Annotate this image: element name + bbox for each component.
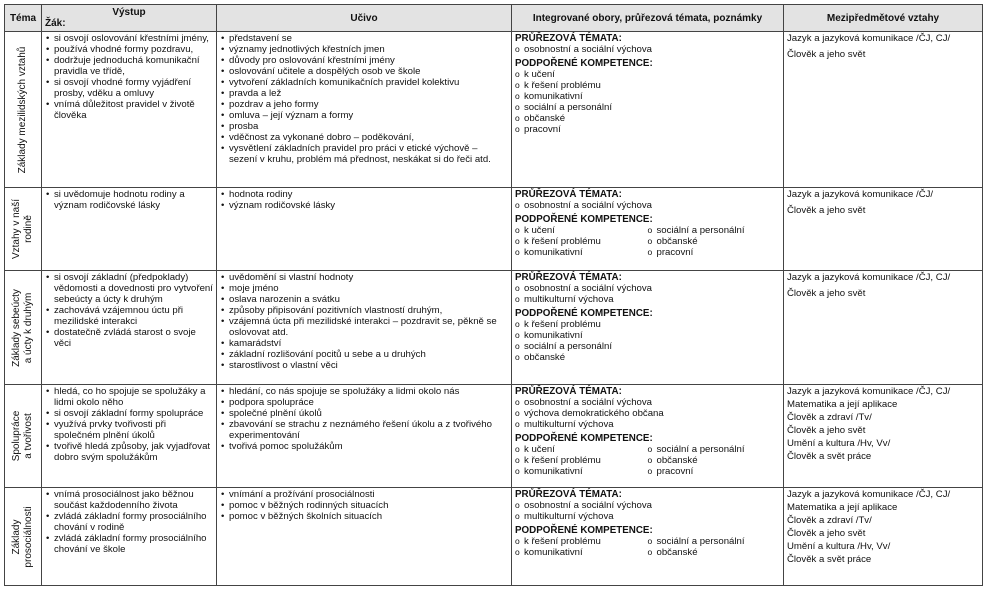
curriculum-table xyxy=(4,4,983,586)
mezi-item: Jazyk a jazyková komunikace /ČJ, CJ/ xyxy=(787,489,951,500)
ucivo-cell xyxy=(217,188,512,271)
vystup-list xyxy=(45,489,213,555)
prurezova-heading: PRŮŘEZOVÁ TÉMATA: xyxy=(515,489,622,500)
mezi-item: Člověk a zdraví /Tv/ xyxy=(787,515,872,526)
prurezova-heading: PRŮŘEZOVÁ TÉMATA: xyxy=(515,386,622,397)
mezi-item: Člověk a zdraví /Tv/ xyxy=(787,412,872,423)
mezi-cell xyxy=(784,488,983,586)
tema-cell xyxy=(5,271,42,385)
prurezova-heading: PRŮŘEZOVÁ TÉMATA: xyxy=(515,189,622,200)
vystup-cell xyxy=(42,188,217,271)
list-item: • oslovování učitele a dospělých osob ve škole xyxy=(220,66,508,77)
mezi-item: Jazyk a jazyková komunikace /ČJ/ xyxy=(787,189,934,200)
list-item: • oslava narozenin a svátku xyxy=(220,294,508,305)
mezi-item: Člověk a jeho svět xyxy=(787,425,866,436)
list-item: • si osvojí vhodné formy vyjádření prosby, vděku a omluvy xyxy=(45,77,213,99)
list-item: o občanské xyxy=(648,236,781,247)
list-item: • si uvědomuje hodnotu rodiny a význam rodičovské lásky xyxy=(45,189,213,211)
tema-line: Základy sebeúcty xyxy=(11,288,22,367)
ucivo-list xyxy=(220,386,508,452)
temata-list xyxy=(515,397,780,430)
tema-line: Základy mezilidských vztahů xyxy=(17,46,28,173)
mezi-cell xyxy=(784,385,983,488)
prurezova-heading: PRŮŘEZOVÁ TÉMATA: xyxy=(515,272,622,283)
integrovane-cell xyxy=(512,188,784,271)
tema-line: a tvořivost xyxy=(23,413,34,459)
kompetence-list xyxy=(515,225,780,258)
list-item: • používá vhodné formy pozdravu, xyxy=(45,44,213,55)
list-item: o k řešení problému xyxy=(515,455,648,466)
temata-list xyxy=(515,500,780,522)
header-ucivo: Učivo xyxy=(217,5,512,32)
list-item: • zvládá základní formy prosociálního chování v rodině xyxy=(45,511,213,533)
list-item: • zachovává vzájemnou úctu při mezilidské interakci xyxy=(45,305,213,327)
list-item: • základní rozlišování pocitů u sebe a u druhých xyxy=(220,349,508,360)
tema-label xyxy=(11,289,35,367)
header-tema: Téma xyxy=(5,5,42,32)
vystup-cell xyxy=(42,271,217,385)
vystup-cell xyxy=(42,488,217,586)
kompetence-heading: PODPOŘENÉ KOMPETENCE: xyxy=(515,525,653,536)
ucivo-cell xyxy=(217,385,512,488)
kompetence-heading: PODPOŘENÉ KOMPETENCE: xyxy=(515,58,653,69)
list-item: o sociální a personální xyxy=(648,444,781,455)
integrovane-cell xyxy=(512,385,784,488)
mezi-item: Umění a kultura /Hv, Vv/ xyxy=(787,438,891,449)
list-item: • hodnota rodiny xyxy=(220,189,508,200)
tema-cell xyxy=(5,488,42,586)
vystup-list xyxy=(45,33,213,121)
list-item: o komunikativní xyxy=(515,91,780,102)
tema-line: rodině xyxy=(23,215,34,243)
list-item: • způsoby připisování pozitivních vlastností druhým, xyxy=(220,305,508,316)
header-zak: Žák: xyxy=(45,18,66,29)
tema-label xyxy=(11,199,35,259)
list-item: o sociální a personální xyxy=(648,225,781,236)
list-item: o komunikativní xyxy=(515,466,648,477)
list-item: • dostatečně zvládá starost o svoje věci xyxy=(45,327,213,349)
kompetence-list xyxy=(515,319,780,363)
list-item: • důvody pro oslovování křestními jmény xyxy=(220,55,508,66)
list-item: • pomoc v běžných školních situacích xyxy=(220,511,508,522)
list-item: o pracovní xyxy=(648,247,781,258)
list-item: o osobnostní a sociální výchova xyxy=(515,397,780,408)
kompetence-heading: PODPOŘENÉ KOMPETENCE: xyxy=(515,308,653,319)
list-item: • tvořivě hledá způsoby, jak vyjadřovat dobro svým spolužákům xyxy=(45,441,213,463)
tema-line: Základy xyxy=(11,519,22,555)
list-item: • dodržuje jednoduchá komunikační pravidla ve třídě, xyxy=(45,55,213,77)
header-vystup xyxy=(42,5,217,32)
list-item: o komunikativní xyxy=(515,330,780,341)
table-row xyxy=(5,188,983,271)
list-item: • významy jednotlivých křestních jmen xyxy=(220,44,508,55)
list-item: • tvořivá pomoc spolužákům xyxy=(220,441,508,452)
integrovane-cell xyxy=(512,488,784,586)
list-item: o multikulturní výchova xyxy=(515,294,780,305)
list-item: • představení se xyxy=(220,33,508,44)
list-item: • kamarádství xyxy=(220,338,508,349)
tema-line: prosociálnosti xyxy=(23,505,34,568)
tema-label xyxy=(17,46,29,173)
list-item: • moje jméno xyxy=(220,283,508,294)
header-integrovane: Integrované obory, průřezová témata, poznámky xyxy=(512,5,784,32)
vystup-list xyxy=(45,189,213,211)
header-mezi: Mezipředmětové vztahy xyxy=(784,5,983,32)
header-row xyxy=(5,5,983,32)
mezi-item: Člověk a svět práce xyxy=(787,451,872,462)
tema-cell xyxy=(5,188,42,271)
list-item: o multikulturní výchova xyxy=(515,511,780,522)
list-item: • uvědomění si vlastní hodnoty xyxy=(220,272,508,283)
list-item: o sociální a personální xyxy=(648,536,781,547)
list-item: o k řešení problému xyxy=(515,536,648,547)
ucivo-list xyxy=(220,189,508,211)
mezi-item: Člověk a jeho svět xyxy=(787,288,866,299)
list-item: • vděčnost za vykonané dobro – poděkování, xyxy=(220,132,508,143)
table-row xyxy=(5,32,983,188)
mezi-cell xyxy=(784,32,983,188)
list-item: • vnímá důležitost pravidel v životě člověka xyxy=(45,99,213,121)
temata-list xyxy=(515,44,780,55)
list-item: • si osvojí základní (předpoklady) vědomosti a dovednosti pro vytvoření sebeúcty a úcty k druhým xyxy=(45,272,213,305)
list-item: • pozdrav a jeho formy xyxy=(220,99,508,110)
list-item: • význam rodičovské lásky xyxy=(220,200,508,211)
list-item: • si osvojí oslovování křestními jmény, xyxy=(45,33,213,44)
list-item: o sociální a personální xyxy=(515,341,780,352)
tema-cell xyxy=(5,385,42,488)
list-item: • hledá, co ho spojuje se spolužáky a lidmi okolo něho xyxy=(45,386,213,408)
kompetence-heading: PODPOŘENÉ KOMPETENCE: xyxy=(515,214,653,225)
ucivo-cell xyxy=(217,32,512,188)
mezi-item: Člověk a svět práce xyxy=(787,554,872,565)
list-item: • využívá prvky tvořivosti při společném plnění úkolů xyxy=(45,419,213,441)
list-item: • vzájemná úcta při mezilidské interakci – pozdravit se, pěkně se oslovovat atd. xyxy=(220,316,508,338)
list-item: o pracovní xyxy=(515,124,780,135)
list-item: o k řešení problému xyxy=(515,319,780,330)
list-item: • vnímání a prožívání prosociálnosti xyxy=(220,489,508,500)
list-item: o komunikativní xyxy=(515,247,648,258)
list-item: • zbavování se strachu z neznámého řešení úkolu a z tvořivého experimentování xyxy=(220,419,508,441)
list-item: o výchova demokratického občana xyxy=(515,408,780,419)
kompetence-list xyxy=(515,444,780,477)
list-item: • zvládá základní formy prosociálního chování ve škole xyxy=(45,533,213,555)
tema-line: Spolupráce xyxy=(11,410,22,462)
ucivo-list xyxy=(220,489,508,522)
table-row xyxy=(5,385,983,488)
list-item: • podpora spolupráce xyxy=(220,397,508,408)
mezi-item: Matematika a její aplikace xyxy=(787,502,898,513)
list-item: • hledání, co nás spojuje se spolužáky a lidmi okolo nás xyxy=(220,386,508,397)
list-item: o osobnostní a sociální výchova xyxy=(515,283,780,294)
header-vystup-title: Výstup xyxy=(112,7,146,18)
list-item: o komunikativní xyxy=(515,547,648,558)
list-item: • pravda a lež xyxy=(220,88,508,99)
list-item: • starostlivost o vlastní věci xyxy=(220,360,508,371)
kompetence-list xyxy=(515,536,780,558)
list-item: • prosba xyxy=(220,121,508,132)
table-row xyxy=(5,271,983,385)
ucivo-cell xyxy=(217,488,512,586)
list-item: o osobnostní a sociální výchova xyxy=(515,500,780,511)
prurezova-heading: PRŮŘEZOVÁ TÉMATA: xyxy=(515,33,622,44)
mezi-item: Člověk a jeho svět xyxy=(787,528,866,539)
integrovane-cell xyxy=(512,32,784,188)
mezi-item: Jazyk a jazyková komunikace /ČJ, CJ/ xyxy=(787,272,951,283)
list-item: o sociální a personální xyxy=(515,102,780,113)
curriculum-table-sheet xyxy=(4,4,982,586)
ucivo-list xyxy=(220,33,508,165)
tema-label xyxy=(11,506,35,567)
vystup-list xyxy=(45,272,213,349)
table-row xyxy=(5,488,983,586)
list-item: • vnímá prosociálnost jako běžnou součást každodenního života xyxy=(45,489,213,511)
list-item: • si osvojí základní formy spolupráce xyxy=(45,408,213,419)
mezi-item: Člověk a jeho svět xyxy=(787,49,866,60)
list-item: • omluva – její význam a formy xyxy=(220,110,508,121)
kompetence-list xyxy=(515,69,780,135)
tema-line: Vztahy v naší xyxy=(11,198,22,260)
temata-list xyxy=(515,200,780,211)
integrovane-cell xyxy=(512,271,784,385)
list-item: o občanské xyxy=(648,455,781,466)
mezi-item: Jazyk a jazyková komunikace /ČJ, CJ/ xyxy=(787,386,951,397)
vystup-list xyxy=(45,386,213,463)
tema-label xyxy=(11,411,35,462)
list-item: • vysvětlení základních pravidel pro práci v etické výchově – sezení v kruhu, problém má přednost, neskákat si do řeči atd. xyxy=(220,143,508,165)
mezi-item: Jazyk a jazyková komunikace /ČJ, CJ/ xyxy=(787,33,951,44)
list-item: o pracovní xyxy=(648,466,781,477)
list-item: o občanské xyxy=(515,352,780,363)
list-item: o k učení xyxy=(515,69,780,80)
mezi-item: Umění a kultura /Hv, Vv/ xyxy=(787,541,891,552)
list-item: o k řešení problému xyxy=(515,80,780,91)
list-item: o k učení xyxy=(515,225,648,236)
list-item: o občanské xyxy=(648,547,781,558)
kompetence-heading: PODPOŘENÉ KOMPETENCE: xyxy=(515,433,653,444)
list-item: o k řešení problému xyxy=(515,236,648,247)
list-item: o občanské xyxy=(515,113,780,124)
vystup-cell xyxy=(42,385,217,488)
list-item: o osobnostní a sociální výchova xyxy=(515,200,780,211)
mezi-item: Člověk a jeho svět xyxy=(787,205,866,216)
list-item: • společné plnění úkolů xyxy=(220,408,508,419)
mezi-cell xyxy=(784,188,983,271)
mezi-cell xyxy=(784,271,983,385)
list-item: • vytvoření základních komunikačních pravidel kolektivu xyxy=(220,77,508,88)
tema-line: a úcty k druhým xyxy=(23,292,34,363)
ucivo-list xyxy=(220,272,508,371)
list-item: o osobnostní a sociální výchova xyxy=(515,44,780,55)
temata-list xyxy=(515,283,780,305)
list-item: o multikulturní výchova xyxy=(515,419,780,430)
vystup-cell xyxy=(42,32,217,188)
list-item: • pomoc v běžných rodinných situacích xyxy=(220,500,508,511)
mezi-item: Matematika a její aplikace xyxy=(787,399,898,410)
ucivo-cell xyxy=(217,271,512,385)
list-item: o k učení xyxy=(515,444,648,455)
tema-cell xyxy=(5,32,42,188)
